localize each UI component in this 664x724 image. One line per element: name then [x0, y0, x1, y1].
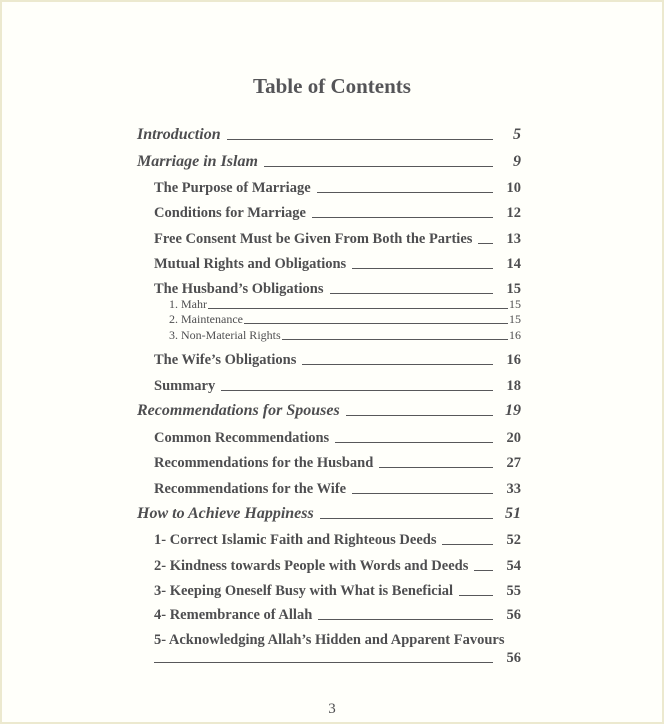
- page-number: 3: [328, 701, 336, 717]
- toc-entry-page: 33: [506, 481, 521, 497]
- toc-entry-mahr[interactable]: [169, 297, 521, 312]
- dot-leader: [442, 544, 493, 545]
- toc-entry-summary[interactable]: [154, 378, 521, 395]
- dot-leader: [227, 139, 493, 140]
- dot-leader: [302, 364, 493, 365]
- toc-entry-label: Common Recommendations: [154, 430, 330, 446]
- toc-entry-recommendations-wife[interactable]: [154, 481, 521, 498]
- dot-leader: [208, 308, 508, 309]
- toc-entry-common-recommendations[interactable]: [154, 430, 521, 447]
- toc-entry-purpose-of-marriage[interactable]: [154, 180, 521, 197]
- dot-leader: [264, 166, 493, 167]
- toc-entry-page: 16: [506, 352, 521, 368]
- dot-leader: [474, 570, 493, 571]
- toc-entry-label: 3- Keeping Oneself Busy with What is Beneficial: [154, 583, 454, 599]
- toc-entry-page: 27: [506, 455, 521, 471]
- toc-entry-label: 2- Kindness towards People with Words and Deeds: [154, 558, 469, 574]
- toc-entry-page: 15: [509, 297, 521, 311]
- toc-entry-keeping-oneself-busy[interactable]: [154, 583, 521, 600]
- dot-leader: [459, 595, 493, 596]
- toc-entry-label: The Purpose of Marriage: [154, 180, 311, 196]
- toc-entry-recommendations-for-spouses[interactable]: [137, 402, 521, 420]
- toc-entry-correct-islamic-faith[interactable]: [154, 532, 521, 549]
- toc-entry-page: 9: [513, 153, 521, 170]
- toc-entry-label: The Husband’s Obligations: [154, 281, 324, 297]
- toc-entry-wifes-obligations[interactable]: [154, 352, 521, 369]
- toc-entry-page: 15: [506, 281, 521, 297]
- toc-entry-page: 56: [506, 607, 521, 623]
- toc-entry-page: 5: [513, 126, 521, 143]
- toc-entry-introduction[interactable]: [137, 126, 521, 144]
- toc-entry-kindness-towards-people[interactable]: [154, 558, 521, 575]
- toc-entry-label: Conditions for Marriage: [154, 205, 306, 221]
- toc-entry-label: 3. Non-Material Rights: [169, 328, 281, 342]
- toc-entry-recommendations-husband[interactable]: [154, 455, 521, 472]
- toc-entry-acknowledging-favours[interactable]: [154, 650, 521, 667]
- toc-entry-page: 51: [505, 505, 521, 522]
- toc-entry-mutual-rights[interactable]: [154, 256, 521, 273]
- toc-entry-label: Recommendations for the Husband: [154, 455, 374, 471]
- dot-leader: [346, 415, 493, 416]
- dot-leader: [317, 192, 493, 193]
- toc-entry-husbands-obligations[interactable]: [154, 281, 521, 298]
- dot-leader: [352, 493, 493, 494]
- dot-leader: [244, 323, 508, 324]
- toc-entry-remembrance-of-allah[interactable]: [154, 607, 521, 624]
- toc-entry-acknowledging-favours-label[interactable]: 5- Acknowledging Allah’s Hidden and Apparent Favours: [154, 632, 505, 648]
- toc-entry-label: Summary: [154, 378, 216, 394]
- dot-leader: [330, 293, 494, 294]
- toc-entry-label: Marriage in Islam: [137, 153, 258, 170]
- toc-entry-label: 4- Remembrance of Allah: [154, 607, 313, 623]
- toc-entry-label: Free Consent Must be Given From Both the Parties: [154, 231, 473, 247]
- toc-entry-page: 19: [505, 402, 521, 419]
- toc-entry-page: 12: [506, 205, 521, 221]
- toc-entry-non-material-rights[interactable]: [169, 328, 521, 343]
- toc-entry-page: 54: [506, 558, 521, 574]
- toc-entry-how-to-achieve-happiness[interactable]: [137, 505, 521, 523]
- toc-entry-page: 10: [506, 180, 521, 196]
- toc-entry-label: 2. Maintenance: [169, 312, 243, 326]
- dot-leader: [320, 518, 493, 519]
- toc-entry-maintenance[interactable]: [169, 312, 521, 327]
- toc-entry-page: 18: [506, 378, 521, 394]
- toc-entry-label: Introduction: [137, 126, 221, 143]
- toc-entry-free-consent[interactable]: [154, 231, 521, 248]
- toc-entry-page: 55: [506, 583, 521, 599]
- dot-leader: [221, 390, 493, 391]
- dot-leader: [379, 467, 493, 468]
- toc-entry-page: 14: [506, 256, 521, 272]
- dot-leader: [154, 662, 493, 663]
- toc-entry-marriage-in-islam[interactable]: [137, 153, 521, 171]
- dot-leader: [335, 442, 493, 443]
- toc-entry-page: 56: [506, 650, 521, 666]
- toc-entry-page: 16: [509, 328, 521, 342]
- toc-entry-page: 20: [506, 430, 521, 446]
- toc-entry-page: 52: [506, 532, 521, 548]
- dot-leader: [478, 243, 493, 244]
- toc-entry-label: Recommendations for Spouses: [137, 402, 340, 419]
- toc-entry-label: Recommendations for the Wife: [154, 481, 347, 497]
- toc-entry-label: Mutual Rights and Obligations: [154, 256, 347, 272]
- dot-leader: [352, 268, 493, 269]
- toc-entry-label: 1- Correct Islamic Faith and Righteous Deeds: [154, 532, 437, 548]
- toc-entry-label: The Wife’s Obligations: [154, 352, 297, 368]
- page-title: Table of Contents: [253, 74, 411, 98]
- toc-entry-page: 13: [506, 231, 521, 247]
- dot-leader: [318, 619, 493, 620]
- toc-entry-label: 1. Mahr: [169, 297, 207, 311]
- toc-entry-label: How to Achieve Happiness: [137, 505, 314, 522]
- dot-leader: [282, 339, 508, 340]
- toc-entry-conditions-for-marriage[interactable]: [154, 205, 521, 222]
- dot-leader: [312, 217, 493, 218]
- toc-entry-page: 15: [509, 312, 521, 326]
